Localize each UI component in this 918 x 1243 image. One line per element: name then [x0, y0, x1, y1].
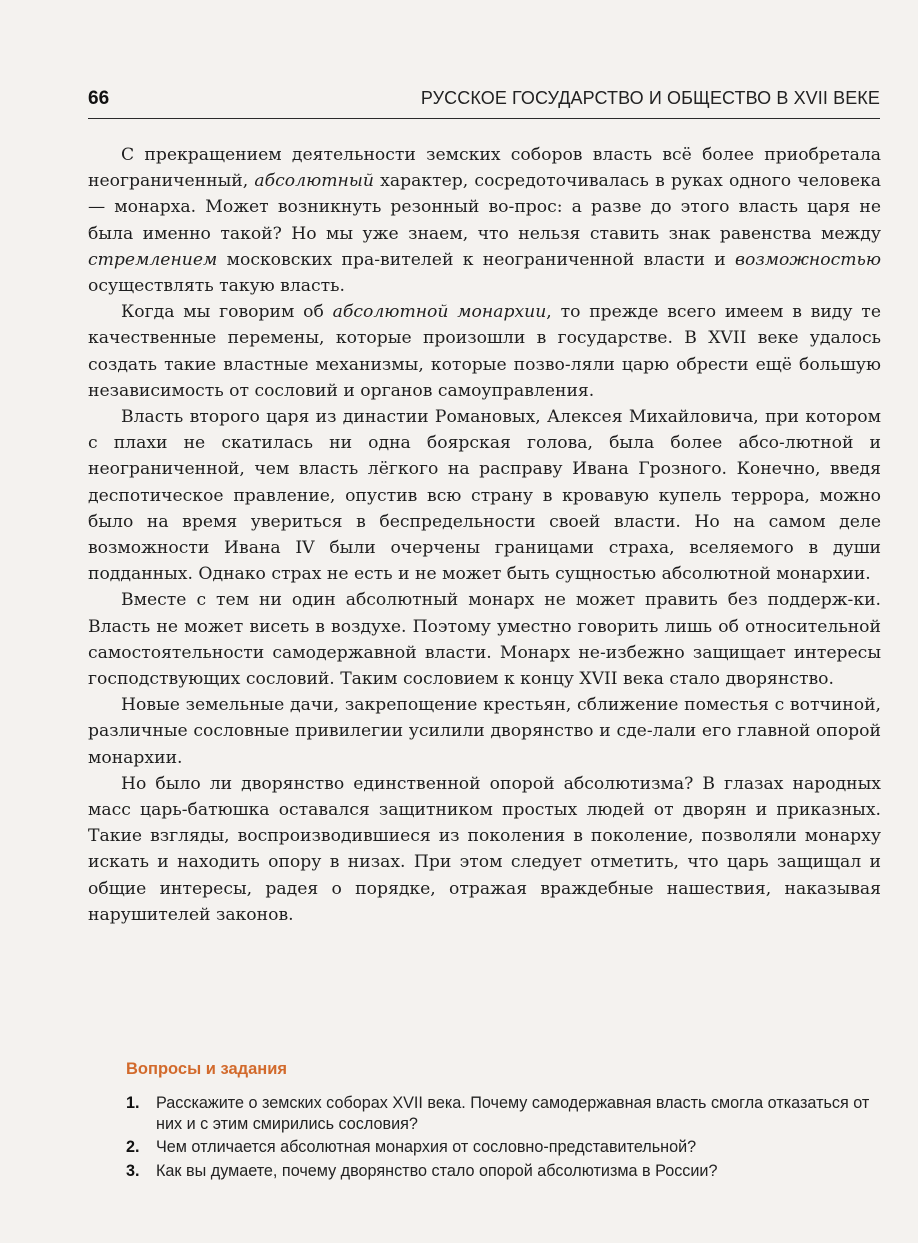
main-text: [88, 142, 881, 928]
p2-text-1: Когда мы говорим об: [121, 302, 333, 323]
questions-section: [126, 1060, 886, 1184]
running-title: РУССКОЕ ГОСУДАРСТВО И ОБЩЕСТВО В XVII ВЕКЕ: [420, 88, 880, 108]
p1-emphasis-2: стремлением: [88, 249, 218, 270]
p1-text-1: С прекращением деятельности земских соборов власть всё более приобретала неограниченный,: [88, 145, 881, 192]
p1-text-3: московских пра-вителей к неограниченной власти и: [217, 249, 736, 270]
question-item: [126, 1161, 886, 1182]
p1-text-4: осуществлять такую власть.: [88, 276, 345, 297]
question-text: Как вы думаете, почему дворянство стало опорой абсолютизма в России?: [156, 1161, 718, 1180]
p1-emphasis-3: возможностью: [735, 249, 881, 270]
question-text: Чем отличается абсолютная монархия от сословно-представительной?: [156, 1138, 697, 1156]
p2-emphasis-1: абсолютной монархии: [332, 302, 547, 323]
question-number: 1.: [126, 1094, 140, 1112]
paragraph-3: Власть второго царя из династии Романовых, Алексея Михайловича, при котором с плахи не скатилась ни одна боярская голова, была более абсо-лютной и неограниченной, чем власть лёгкого на расправу Ивана Грозного. Конечно, введя деспотическое правление, опустив всю страну в кровавую купель террора, можно было на время увериться в беспредельности своей власти. Но на самом деле возможности Ивана IV были очерчены границами страха, вселяемого в души подданных. Однако страх не есть и не может быть сущностью абсолютной монархии.: [88, 407, 881, 585]
paragraph-2: [88, 299, 881, 404]
p1-text-2: характер, сосредоточивалась в руках одного человека — монарха. Может возникнуть резонный во-прос: а разве до этого власть царя не была именно такой? Но мы уже знаем, что нельзя ставить знак равенства между: [88, 171, 881, 244]
p1-emphasis-1: абсолютный: [254, 171, 374, 192]
page-header: [88, 86, 880, 119]
question-number: 2.: [126, 1138, 140, 1156]
question-number: 3.: [126, 1161, 140, 1180]
question-item: [126, 1093, 886, 1134]
paragraph-1: [88, 142, 881, 299]
p2-text-2: , то прежде всего имеем в виду те качественные перемены, которые произошли в государстве. В XVII веке удалось создать такие властные механизмы, которые позво-ляли царю обрести ещё большую независимость от сословий и органов самоуправления.: [88, 302, 881, 401]
questions-title: Вопросы и задания: [126, 1060, 288, 1078]
paragraph-5: Новые земельные дачи, закрепощение крестьян, сближение поместья с вотчиной, различные сословные привилегии усилили дворянство и сде-лали его главной опорой монархии.: [88, 695, 881, 768]
paragraph-6: Но было ли дворянство единственной опорой абсолютизма? В глазах народных масс царь-батюшка оставался защитником простых людей от дворян и приказных. Такие взгляды, воспроизводившиеся из поколения в поколение, позволяли монарху искать и находить опору в низах. При этом следует отметить, что царь защищал и общие интересы, радея о порядке, отражая враждебные нашествия, наказывая нарушителей законов.: [88, 773, 881, 925]
page-number: 66: [88, 88, 110, 109]
paragraph-4: Вместе с тем ни один абсолютный монарх не может править без поддерж-ки. Власть не может висеть в воздухе. Поэтому уместно говорить лишь об относительной самостоятельности самодержавной власти. Монарх не-избежно защищает интересы господствующих сословий. Таким сословием к концу XVII века стало дворянство.: [88, 590, 881, 690]
question-item: [126, 1137, 886, 1158]
question-text: Расскажите о земских соборах XVII века. Почему самодержавная власть смогла отказаться от них и с этим смирились сословия?: [156, 1094, 870, 1133]
questions-list: [126, 1093, 886, 1181]
